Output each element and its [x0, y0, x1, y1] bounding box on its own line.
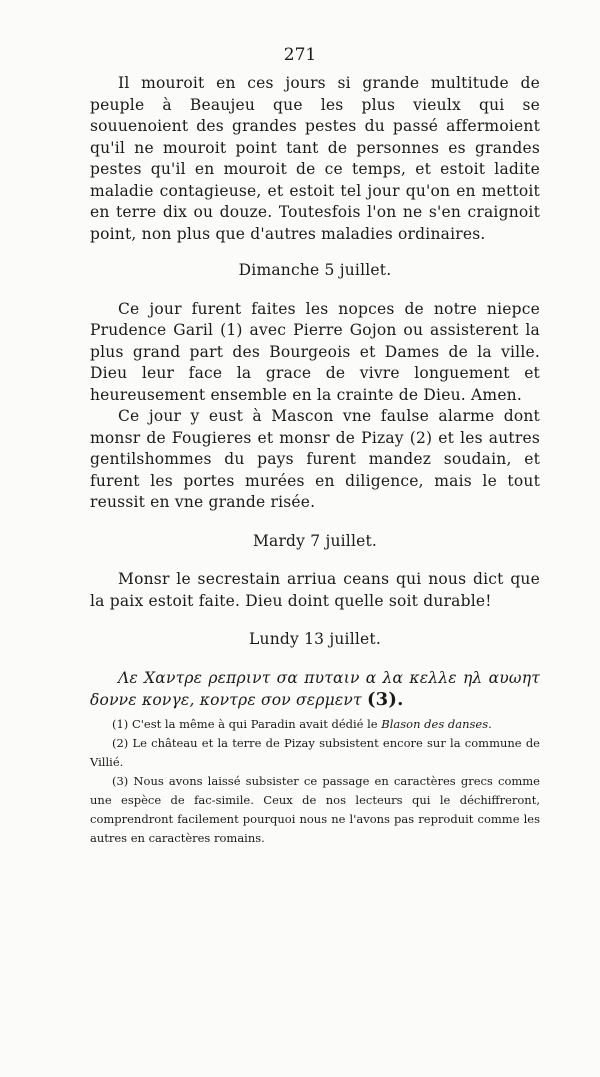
- date-heading-monday: Lundy 13 juillet.: [249, 630, 381, 648]
- footnote-1-end: .: [488, 717, 492, 731]
- greek-passage: [90, 668, 540, 712]
- main-text: [90, 73, 540, 727]
- page-number: 271: [283, 45, 317, 65]
- footnote-1: [90, 715, 540, 734]
- footnote-2: (2) Le château et la terre de Pizay subsistent encore sur la commune de Villié.: [90, 736, 540, 769]
- footnote-ref-3: (3).: [366, 689, 404, 710]
- paragraph-alarm: Ce jour y eust à Mascon vne faulse alarme dont monsr de Fougieres et monsr de Pizay (2) et les autres gentilshommes du pays furent mandez soudain, et furent les portes murées en diligence, mais le tout reussit en vne grande risée.: [90, 407, 540, 511]
- date-heading-sunday: Dimanche 5 juillet.: [238, 261, 392, 279]
- paragraph-wedding: Ce jour furent faites les nopces de notre niepce Prudence Garil (1) avec Pierre Gojon ou assisterent la plus grand part des Bourgeois et Dames de la ville. Dieu leur face la grace de vivre longuement et heureusement ensemble en la crainte de Dieu. Amen.: [90, 299, 540, 404]
- paragraph-peace: Monsr le secrestain arriua ceans qui nous dict que la paix estoit faite. Dieu doint quelle soit durable!: [90, 570, 540, 610]
- footnote-1-text: (1) C'est la même à qui Paradin avait dédié le: [112, 717, 382, 731]
- footnotes: [90, 715, 540, 848]
- footnote-3: (3) Nous avons laissé subsister ce passage en caractères grecs comme une espèce de fac-simile. Ceux de nos lecteurs qui le déchiffreront, comprendront facilement pourquoi nous ne l'avons pas reproduit comme les autres en caractères romains.: [90, 774, 540, 845]
- footnote-1-title: Blason des danses: [381, 717, 489, 731]
- paragraph-plague: Il mouroit en ces jours si grande multitude de peuple à Beaujeu que les plus vieulx qui se souuenoient des grandes pestes du passé affermoient qu'il ne mouroit point tant de personnes es grandes pestes qu'il en mouroit de ce temps, et estoit ladite maladie contagieuse, et estoit tel jour qu'on en mettoit en terre dix ou douze. Toutesfois l'on ne s'en craignoit point, non plus que d'autres maladies ordinaires.: [90, 74, 540, 243]
- date-heading-tuesday: Mardy 7 juillet.: [252, 531, 378, 550]
- greek-text: Λε Χαντρε ρεπριντ σα πυταιν α λα κελλε ηλ αυωητ δοννε κονγε, κοντρε σον σερμεντ: [90, 668, 540, 709]
